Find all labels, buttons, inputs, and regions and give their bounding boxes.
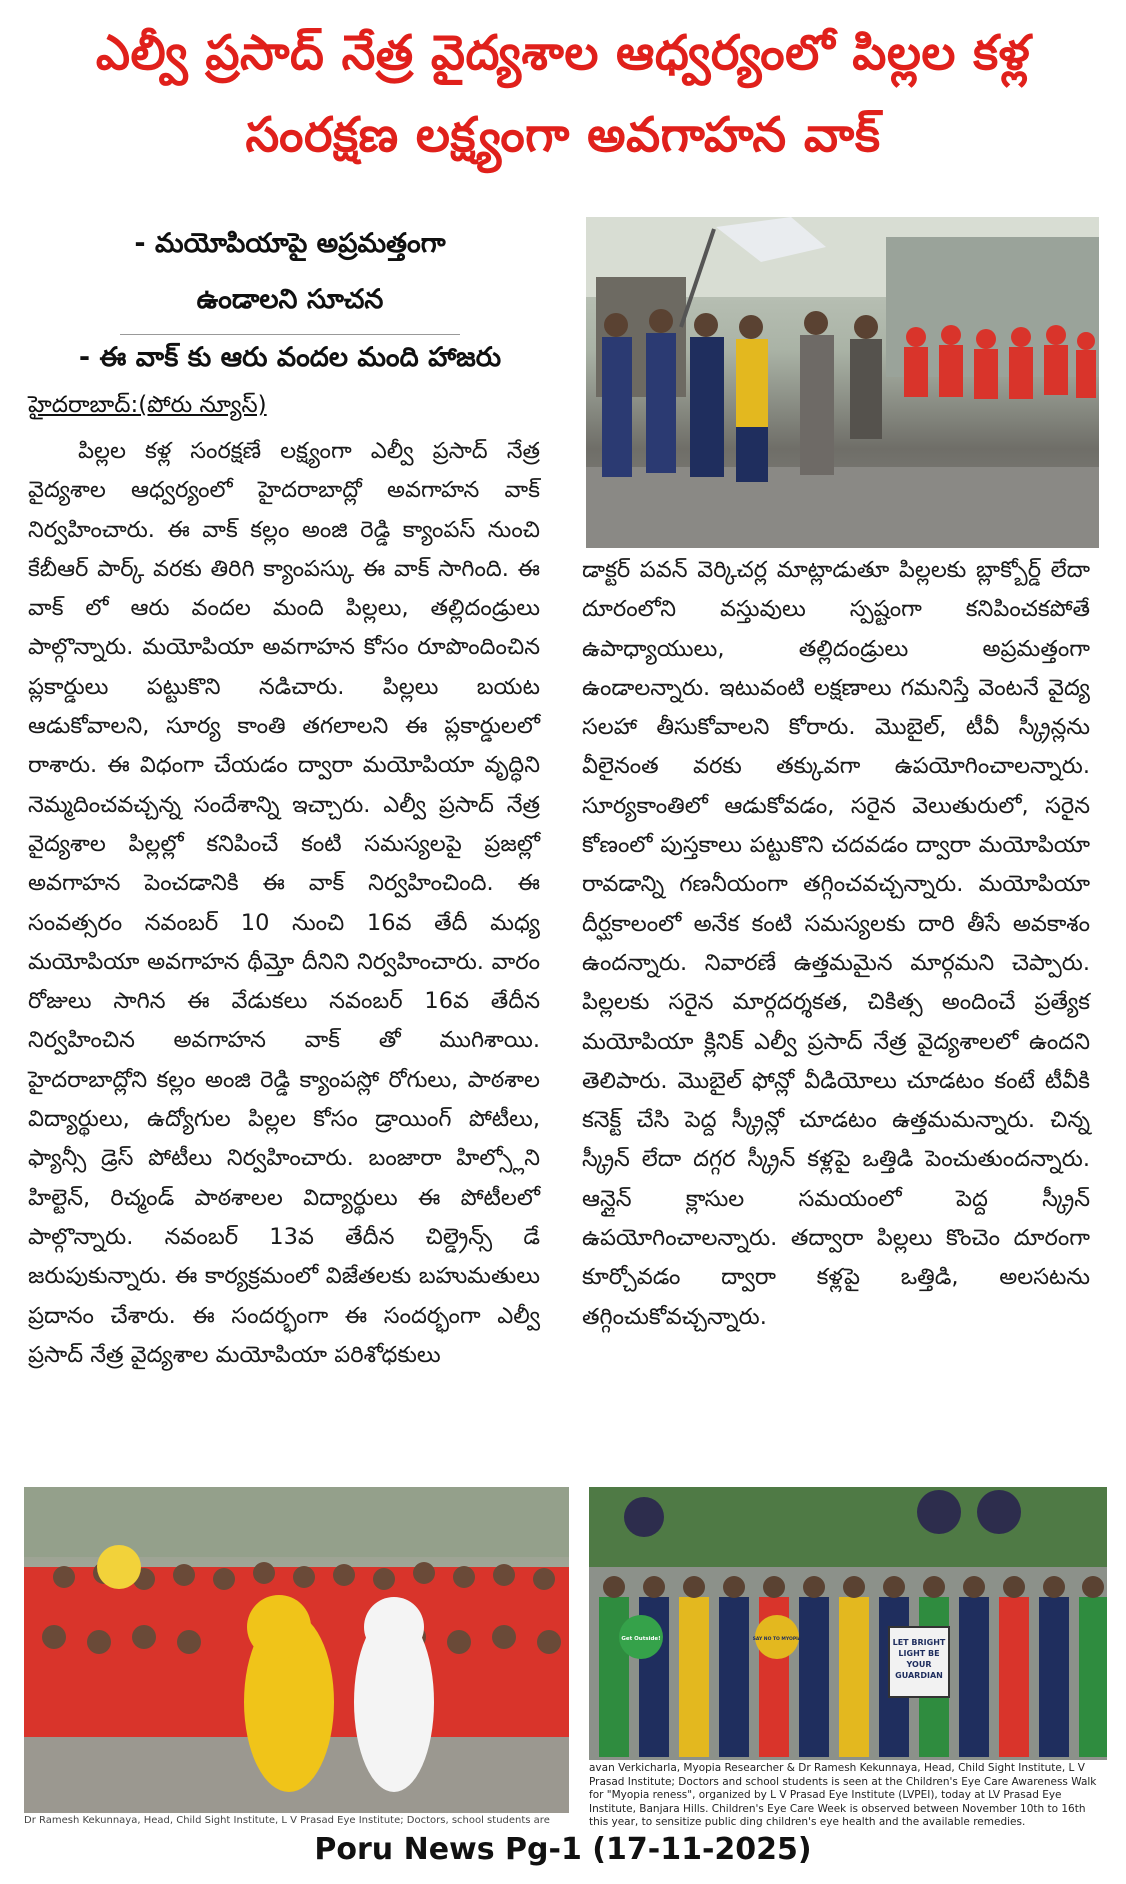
headline-line-2: సంరక్షణ లక్ష్యంగా అవగాహన వాక్ [245, 107, 881, 163]
subheading-divider [120, 334, 460, 335]
placard-mid-text: SAY NO TO MYOPIA [752, 1637, 802, 1642]
placard-left-text: Get Outside! [621, 1636, 661, 1642]
photo-flag-off [586, 217, 1099, 548]
photo-group-mascots-illustration [24, 1487, 569, 1813]
subheading-1: - మయోపియాపై అప్రమత్తంగా [134, 228, 446, 259]
photo-caption: avan Verkicharla, Myopia Researcher & Dr Ramesh Kekunnaya, Head, Child Sight Institute, L V Prasad Institute; Doctors and school students is seen at the Children's Eye Care Awareness Walk for "Myopia reness", organized by L V Prasad Eye Institute (LVPEI), today at LV Prasad Eye Institute, Banjara Hills. Children's Eye Care Week is observed between November 10th to 16th this year, to sensitize public ding children's eye health and the available remedies. [589, 1762, 1097, 1828]
photo-flag-off-illustration [586, 217, 1099, 548]
footer-page-info: Poru News Pg-1 (17-11-2025) [314, 1832, 812, 1867]
photo-group-mascots [24, 1487, 569, 1813]
photo-placards-illustration [589, 1487, 1107, 1760]
subheading-3: - ఈ వాక్ కు ఆరు వందల మంది హాజరు [78, 342, 502, 373]
subheading-2: ఉండాలని సూచన [196, 284, 384, 315]
article-body-right: డాక్టర్ పవన్ వెర్కిచర్ల మాట్లాడుతూ పిల్లలకు బ్లాక్బోర్డ్ లేదా దూరంలోని వస్తువులు స్పష్టంగా కనిపించకపోతే ఉపాధ్యాయులు, తల్లిదండ్రులు అప్రమత్తంగా ఉండాలన్నారు. ఇటువంటి లక్షణాలు గమనిస్తే వెంటనే వైద్య సలహా తీసుకోవాలని కోరారు. మొబైల్, టీవీ స్క్రీన్లను వీలైనంత వరకు తక్కువగా ఉపయోగించాలన్నారు. సూర్యకాంతిలో ఆడుకోవడం, సరైన వెలుతురులో, సరైన కోణంలో పుస్తకాలు పట్టుకొని చదవడం ద్వారా మయోపియా రావడాన్ని గణనీయంగా తగ్గించవచ్చన్నారు. మయోపియా దీర్ఘకాలంలో అనేక కంటి సమస్యలకు దారి తీసే అవకాశం ఉందన్నారు. నివారణే ఉత్తమమైన మార్గమని చెప్పారు. పిల్లలకు సరైన మార్గదర్శకత, చికిత్స అందించే ప్రత్యేక మయోపియా క్లినిక్ ఎల్వీ ప్రసాద్ నేత్ర వైద్యశాలలో ఉందని తెలిపారు. మొబైల్ ఫోన్లో వీడియోలు చూడటం కంటే టీవీకి కనెక్ట్ చేసి పెద్ద స్క్రీన్లో చూడటం ఉత్తమమన్నారు. చిన్న స్క్రీన్ లేదా దగ్గర స్క్రీన్ కళ్లపై ఒత్తిడి పెంచుతుందన్నారు. ఆన్లైన్ క్లాసుల సమయంలో పెద్ద స్క్రీన్ ఉపయోగించాలన్నారు. తద్వారా పిల్లలు కొంచెం దూరంగా కూర్చోవడం ద్వారా కళ్లపై ఒత్తిడి, అలసటను తగ్గించుకోవచ్చన్నారు. [582, 557, 1090, 1330]
photo-placards [589, 1487, 1107, 1760]
photo-caption-partial: Dr Ramesh Kekunnaya, Head, Child Sight Institute, L V Prasad Eye Institute; Doctors, school students are [24, 1815, 550, 1826]
headline-line-1: ఎల్వీ ప్రసాద్ నేత్ర వైద్యశాల ఆధ్వర్యంలో పిల్లల కళ్ల [95, 25, 1031, 81]
dateline: హైదరాబాద్:(పోరు న్యూస్) [28, 392, 267, 418]
article-body-left: పిల్లల కళ్ల సంరక్షణే లక్ష్యంగా ఎల్వీ ప్రసాద్ నేత్ర వైద్యశాల ఆధ్వర్యంలో హైదరాబాద్లో అవగాహన వాక్ నిర్వహించారు. ఈ వాక్ కల్లం అంజి రెడ్డి క్యాంపస్ నుంచి కేబీఆర్ పార్క్ వరకు తిరిగి క్యాంపస్కు ఈ వాక్ సాగింది. ఈ వాక్ లో ఆరు వందల మంది పిల్లలు, తల్లిదండ్రులు పాల్గొన్నారు. మయోపియా అవగాహన కోసం రూపొందించిన ప్లకార్డులు పట్టుకొని నడిచారు. పిల్లలు బయట ఆడుకోవాలని, సూర్య కాంతి తగలాలని ఈ ప్లకార్డులలో రాశారు. ఈ విధంగా చేయడం ద్వారా మయోపియా వృద్ధిని నెమ్మదించవచ్చన్న సందేశాన్ని ఇచ్చారు. ఎల్వీ ప్రసాద్ నేత్ర వైద్యశాల పిల్లల్లో కనిపించే కంటి సమస్యలపై ప్రజల్లో అవగాహన పెంచడానికి ఈ వాక్ నిర్వహించింది. ఈ సంవత్సరం నవంబర్ 10 నుంచి 16వ తేదీ మధ్య మయోపియా అవగాహన థీమ్తో దీనిని నిర్వహించారు. వారం రోజులు సాగిన ఈ వేడుకలు నవంబర్ 16వ తేదీన నిర్వహించిన అవగాహన వాక్ తో ముగిశాయి. హైదరాబాద్లోని కల్లం అంజి రెడ్డి క్యాంపస్లో రోగులు, పాఠశాల విద్యార్థులు, ఉద్యోగుల పిల్లల కోసం డ్రాయింగ్ పోటీలు, ఫ్యాన్సీ డ్రెస్ పోటీలు నిర్వహించారు. బంజారా హిల్స్లోని హిల్టెన్, రిచ్మండ్ పాఠశాలల విద్యార్థులు ఈ పోటీలలో పాల్గొన్నారు. నవంబర్ 13వ తేదీన చిల్డ్రెన్స్ డే జరుపుకున్నారు. ఈ కార్యక్రమంలో విజేతలకు బహుమతులు ప్రదానం చేశారు. ఈ సందర్భంగా ఈ సందర్భంగా ఎల్వీ ప్రసాద్ నేత్ర వైద్యశాల మయోపియా పరిశోధకులు [28, 438, 540, 1368]
placard-right-text: LET BRIGHT LIGHT BE YOUR GUARDIAN [892, 1638, 946, 1680]
